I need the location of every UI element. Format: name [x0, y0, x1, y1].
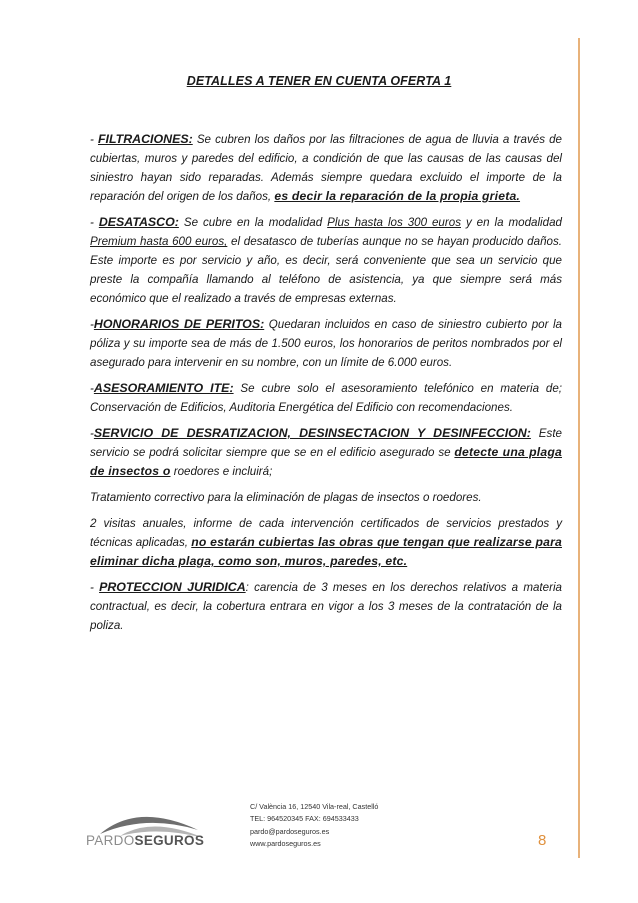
paragraph-text: Este servicio se podrá solicitar siempre que se en el edificio asegurado se [90, 427, 563, 459]
paragraph-tratamiento [90, 488, 562, 507]
brand-name-part: SEGUROS [134, 833, 205, 848]
paragraph-ite [90, 379, 562, 417]
paragraph-filtraciones [90, 130, 562, 206]
document-body [90, 130, 562, 642]
brand-name [86, 833, 204, 848]
paragraph-text: y en la modalidad [461, 216, 562, 229]
email: pardo@pardoseguros.es [250, 826, 330, 836]
section-heading: FILTRACIONES: [97, 132, 193, 146]
emphasis-text: detecte una plaga de insectos o [90, 445, 562, 478]
paragraph-desatasco [90, 213, 562, 308]
address: C/ València 16, 12540 Vila-real, Castelló [250, 802, 379, 811]
page-number: 8 [538, 832, 547, 849]
phone-fax: TEL: 964520345 FAX: 694533433 [250, 814, 359, 824]
paragraph-proteccion-juridica [90, 578, 562, 635]
margin-rule [578, 38, 580, 858]
paragraph-text: : carencia de 3 meses en los derechos relativos a materia contractual, es decir, la cobertura entrara en vigor a los 3 meses de la contratación de la poliza. [90, 581, 562, 632]
section-heading: DESATASCO: [98, 215, 179, 229]
paragraph-text: 2 visitas anuales, informe de cada intervención certificados de servicios prestados y técnicas aplicadas, [90, 517, 562, 549]
paragraph-peritos [90, 315, 562, 372]
paragraph-visitas [90, 514, 562, 571]
dash: - [90, 133, 98, 146]
paragraph-text: roedores e incluirá; [170, 465, 273, 478]
paragraph-desratizacion [90, 424, 562, 481]
brand-name-part: PARDO [86, 833, 135, 848]
dash: - [90, 318, 94, 331]
section-heading: ASESORAMIENTO ITE: [93, 381, 234, 395]
emphasis-text: no estarán cubiertas las obras que tengan que realizarse para eliminar dicha plaga, como son, muros, paredes, etc. [90, 535, 562, 568]
paragraph-text: el desatasco de tuberías aunque no se hayan producido daños. Este importe es por servicio y año, es decir, será conveniente que sea un servicio que preste la compañía llamando al teléfono de asistencia, ya que siempre será más económico que el realizado a través de empresas externas. [90, 235, 562, 305]
paragraph-text: Se cubre solo el asesoramiento telefónico en materia de; Conservación de Edificios, Auditoria Energética del Edificio con recomendaciones. [90, 382, 562, 414]
section-heading: SERVICIO DE DESRATIZACION, DESINSECTACION Y DESINFECCION: [93, 426, 531, 440]
underlined-text: Plus hasta los 300 euros [327, 216, 461, 229]
underlined-text: Premium hasta 600 euros, [90, 235, 228, 248]
contact-block [250, 801, 378, 851]
emphasis-text: es decir la reparación de la propia grieta. [274, 189, 521, 203]
paragraph-text: Tratamiento correctivo para la eliminación de plagas de insectos o roedores. [90, 491, 482, 504]
dash: - [90, 216, 99, 229]
section-heading: HONORARIOS DE PERITOS: [93, 317, 265, 331]
paragraph-text: Quedaran incluidos en caso de siniestro cubierto por la póliza y su importe sea de más de 1.500 euros, los honorarios de peritos nombrados por el asegurado para intervenir en su nombre, con un límite de 6.000 euros. [90, 318, 562, 369]
website: www.pardoseguros.es [250, 839, 321, 849]
dash: - [90, 382, 94, 395]
page-title: DETALLES A TENER EN CUENTA OFERTA 1 [186, 74, 452, 88]
dash: - [90, 427, 94, 440]
paragraph-text: Se cubren los daños por las filtraciones de agua de lluvia a través de cubiertas, muros y paredes del edificio, a condición de que las causas de las causas del siniestro hayan sido reparadas. Además siempre quedara excluido el importe de la reparación del origen de los daños, [90, 133, 563, 203]
dash: - [90, 581, 100, 594]
paragraph-text: Se cubre en la modalidad [178, 216, 328, 229]
section-heading: PROTECCION JURIDICA [99, 580, 246, 594]
